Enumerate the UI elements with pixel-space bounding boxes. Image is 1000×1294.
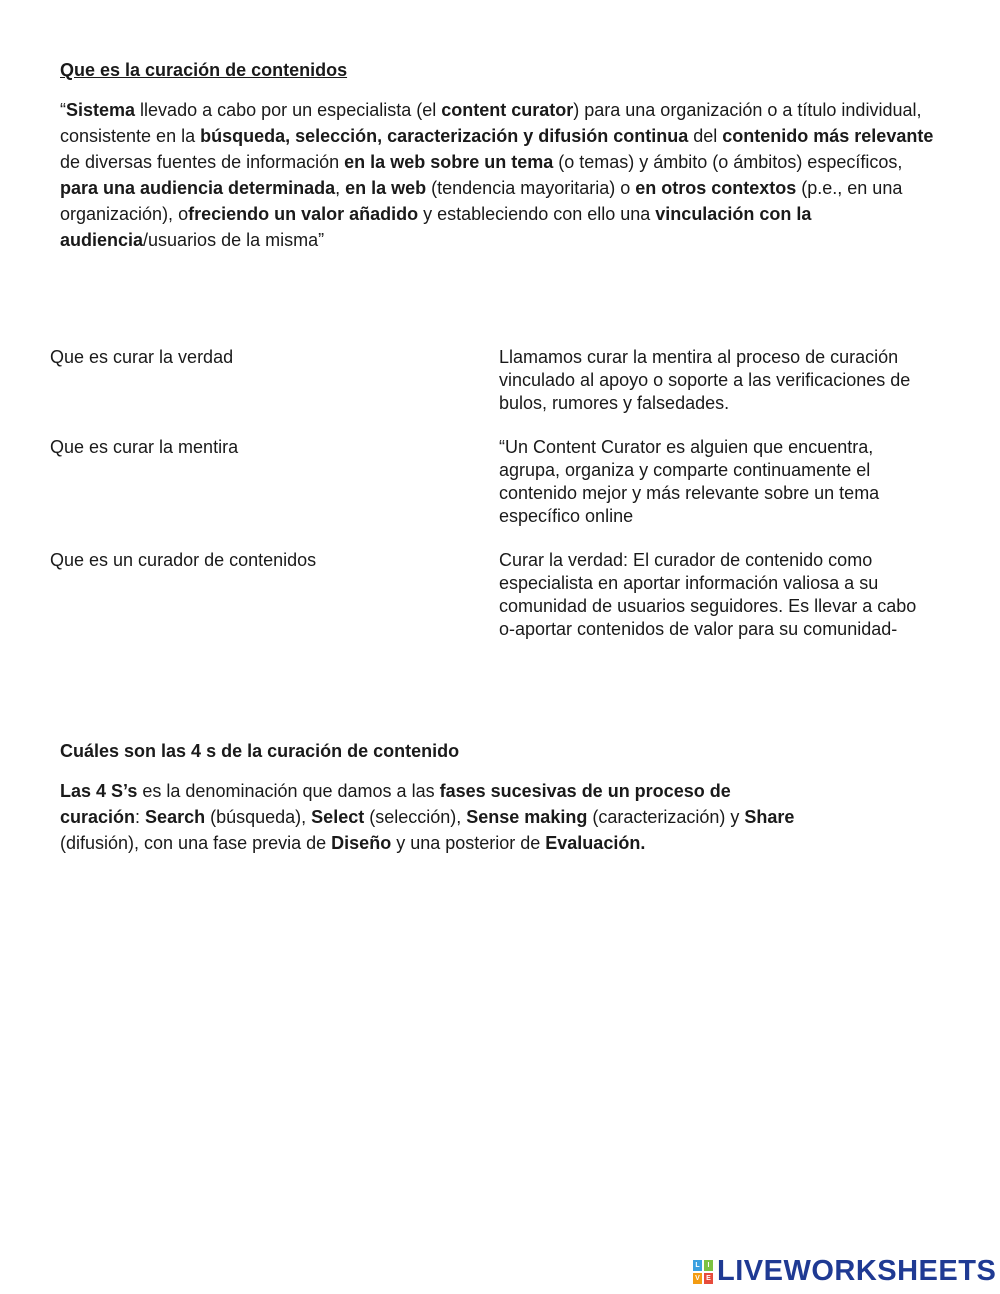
bold-run: en la web sobre un tema bbox=[344, 152, 554, 172]
bold-run: contenido más relevante bbox=[722, 126, 934, 146]
bold-run: para una audiencia determinada bbox=[60, 178, 336, 198]
text-run: (tendencia mayoritaria) o bbox=[426, 178, 636, 198]
bold-run: búsqueda, selección, caracterización y difusión continua bbox=[200, 126, 689, 146]
bold-run: Sistema bbox=[66, 100, 136, 120]
bold-run: content curator bbox=[441, 100, 574, 120]
text-run: : bbox=[135, 807, 146, 827]
bold-run: vinculación con la audiencia bbox=[60, 204, 812, 250]
bold-run: Diseño bbox=[331, 833, 392, 853]
text-run: y estableciendo con ello una bbox=[418, 204, 656, 224]
text-run: ) para una organización o a título individual, consistente en la bbox=[60, 100, 922, 146]
section-2-title: Cuáles son las 4 s de la curación de contenido bbox=[60, 741, 460, 761]
text-run: del bbox=[688, 126, 723, 146]
bold-run: freciendo un valor añadido bbox=[188, 204, 419, 224]
bold-run: Share bbox=[744, 807, 795, 827]
text-run: (selección), bbox=[364, 807, 467, 827]
logo-tile: V bbox=[693, 1273, 702, 1284]
curation-definition-quote bbox=[60, 97, 940, 253]
answer-card-3[interactable]: Curar la verdad: El curador de contenido como especialista en aportar información valiosa a su comunidad de usuarios seguidores. Es llevar a cabo o-aportar contenidos de valor para su comunidad- bbox=[499, 550, 917, 639]
text-run: , bbox=[335, 178, 346, 198]
bold-run: Select bbox=[311, 807, 365, 827]
text-run: llevado a cabo por un especialista (el bbox=[135, 100, 442, 120]
question-curar-la-verdad[interactable]: Que es curar la verdad bbox=[50, 347, 234, 367]
text-run: y una posterior de bbox=[391, 833, 546, 853]
bold-run: Las 4 S’s bbox=[60, 781, 138, 801]
logo-tile: L bbox=[693, 1260, 702, 1271]
text-run: (búsqueda), bbox=[205, 807, 312, 827]
text-run: de diversas fuentes de información bbox=[60, 152, 345, 172]
bold-run: fases sucesivas de un proceso de curación bbox=[60, 781, 731, 827]
bold-run: Search bbox=[145, 807, 206, 827]
question-curador-de-contenidos[interactable]: Que es un curador de contenidos bbox=[50, 550, 317, 570]
text-run: “ bbox=[60, 100, 66, 120]
text-run: /usuarios de la misma” bbox=[143, 230, 325, 250]
section-1-title: Que es la curación de contenidos bbox=[60, 60, 348, 80]
text-run: (o temas) y ámbito (o ámbitos) específicos, bbox=[553, 152, 903, 172]
text-run: (p.e., en una organización), o bbox=[60, 178, 903, 224]
answer-card-2[interactable]: “Un Content Curator es alguien que encuentra, agrupa, organiza y comparte continuamente el contenido mejor y más relevante sobre un tema específico online bbox=[499, 437, 880, 526]
question-curar-la-mentira[interactable]: Que es curar la mentira bbox=[50, 437, 239, 457]
logo-tile: E bbox=[704, 1273, 713, 1284]
bold-run: en otros contextos bbox=[635, 178, 797, 198]
bold-run: Sense making bbox=[466, 807, 588, 827]
answer-card-1[interactable]: Llamamos curar la mentira al proceso de curación vinculado al apoyo o soporte a las verificaciones de bulos, rumores y falsedades. bbox=[499, 347, 911, 413]
four-s-description bbox=[60, 778, 800, 856]
logo-text: LIVEWORKSHEETS bbox=[717, 1255, 997, 1287]
text-run: (caracterización) y bbox=[587, 807, 745, 827]
logo-tile: I bbox=[704, 1260, 713, 1271]
text-run: es la denominación que damos a las bbox=[137, 781, 440, 801]
liveworksheets-logo bbox=[693, 1255, 996, 1288]
bold-run: Evaluación. bbox=[545, 833, 646, 853]
bold-run: en la web bbox=[345, 178, 427, 198]
logo-mark-icon bbox=[693, 1260, 713, 1284]
text-run: (difusión), con una fase previa de bbox=[60, 833, 332, 853]
